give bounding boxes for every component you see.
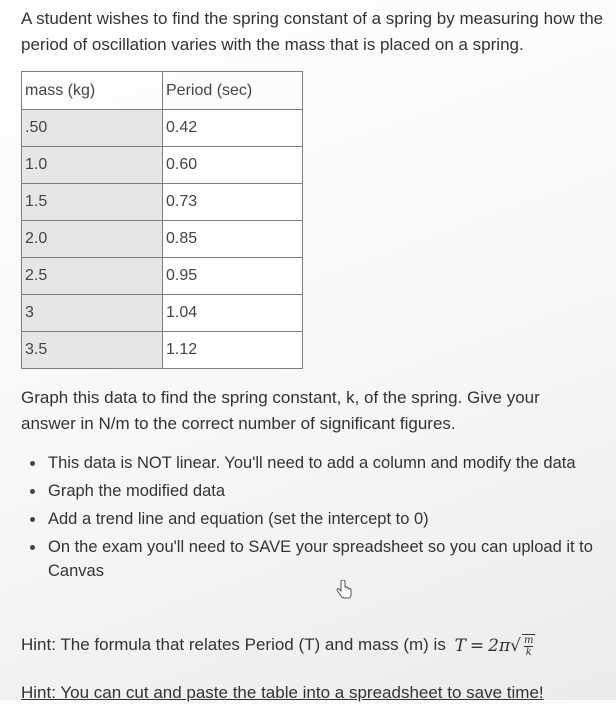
sqrt-icon: √: [510, 635, 521, 656]
table-row: [22, 332, 303, 369]
hint-formula: [21, 632, 601, 659]
bullet-icon: [30, 461, 35, 466]
formula-numerator: m: [524, 635, 534, 647]
period-cell: 1.12: [163, 332, 303, 369]
graph-instruction: Graph this data to find the spring constant, k, of the spring. Give your answer in N/m to the correct number of significant figures.: [21, 388, 540, 433]
period-cell: 0.95: [163, 258, 303, 295]
list-item: [28, 479, 598, 503]
table-row: [22, 221, 303, 258]
period-cell: 1.04: [163, 295, 303, 332]
bullet-icon: [30, 489, 35, 494]
formula-coefficient: 2π: [488, 635, 511, 656]
list-item-text: Graph the modified data: [48, 482, 226, 500]
instruction-list: [28, 451, 598, 587]
period-cell: 0.42: [163, 110, 303, 147]
mass-cell: .50: [22, 110, 163, 147]
mass-cell: 3.5: [22, 332, 163, 369]
mass-cell: 1.0: [22, 147, 163, 184]
formula-equals: =: [469, 635, 485, 656]
list-item: [28, 451, 598, 475]
mass-cell: 3: [22, 295, 163, 332]
mass-cell: 2.0: [22, 221, 163, 258]
table-row: [22, 110, 303, 147]
mass-cell: 2.5: [22, 258, 163, 295]
table-header-row: [22, 72, 303, 110]
table-row: [22, 184, 303, 221]
bullet-icon: [30, 545, 35, 550]
list-item-text: This data is NOT linear. You'll need to add a column and modify the data: [48, 454, 576, 472]
mass-header: mass (kg): [22, 72, 163, 110]
period-formula: [455, 633, 536, 659]
list-item-text: Add a trend line and equation (set the intercept to 0): [48, 510, 429, 528]
hand-pointer-icon: [335, 580, 353, 600]
period-cell: 0.60: [163, 147, 303, 184]
intro-paragraph: A student wishes to find the spring constant of a spring by measuring how the period of oscillation varies with the mass that is placed on a spring.: [21, 9, 604, 54]
period-cell: 0.73: [163, 184, 303, 221]
formula-lhs: T: [454, 635, 466, 656]
formula-fraction: [522, 634, 535, 658]
table-row: [22, 258, 303, 295]
period-header: Period (sec): [163, 72, 303, 110]
mass-period-table: [21, 71, 303, 369]
list-item: [28, 507, 598, 531]
table-row: [22, 147, 303, 184]
formula-denominator: k: [525, 647, 532, 659]
bullet-icon: [30, 517, 35, 522]
list-item-text: On the exam you'll need to SAVE your spreadsheet so you can upload it to Canvas: [48, 538, 593, 580]
table-row: [22, 295, 303, 332]
list-item: [28, 535, 598, 583]
period-cell: 0.85: [163, 221, 303, 258]
hint-text: Hint: The formula that relates Period (T) and mass (m) is: [21, 635, 446, 654]
mass-cell: 1.5: [22, 184, 163, 221]
hint-spreadsheet: Hint: You can cut and paste the table into a spreadsheet to save time!: [21, 683, 544, 702]
